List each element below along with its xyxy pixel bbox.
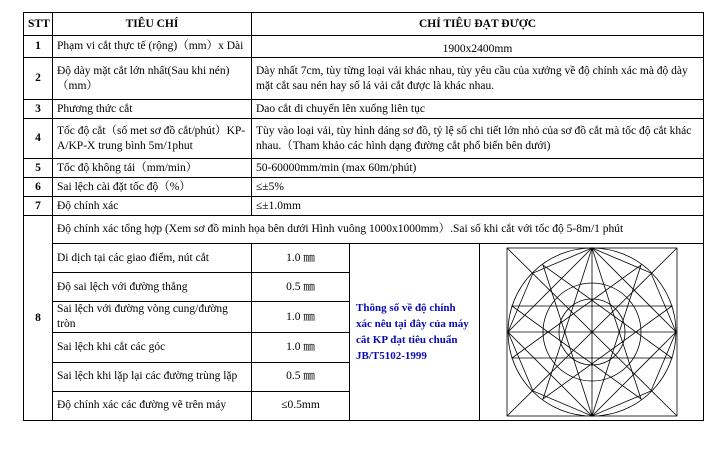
accuracy-label: Sai lệch khi cắt các góc — [53, 333, 252, 362]
row-number: 1 — [24, 36, 53, 58]
row-number: 6 — [24, 178, 53, 197]
accuracy-label: Sai lệch khi lặp lại các đường trùng lặp — [53, 362, 252, 391]
test-pattern-figure — [480, 244, 704, 420]
table-row — [24, 100, 704, 119]
header-target: CHỈ TIÊU ĐẠT ĐƯỢC — [252, 13, 704, 36]
table-row — [24, 216, 704, 244]
row-criteria: Độ chính xác — [53, 197, 252, 216]
row-criteria: Phương thức cắt — [53, 100, 252, 119]
spec-table — [23, 12, 704, 421]
table-row — [24, 119, 704, 159]
accuracy-value: 1.0 ㎜ — [252, 302, 350, 333]
header-criteria: TIÊU CHÍ — [53, 13, 252, 36]
row-value: 50-60000mm/min (max 60m/phút) — [252, 159, 704, 178]
accuracy-label: Độ chính xác các đường vẽ trên máy — [53, 391, 252, 420]
row-value: ≤±1.0mm — [252, 197, 704, 216]
accuracy-figure-cell — [480, 244, 704, 421]
row-number: 5 — [24, 159, 53, 178]
row-number: 2 — [24, 58, 53, 100]
accuracy-label: Sai lệch với đường vòng cung/đường tròn — [53, 302, 252, 333]
row-criteria: Độ dày mặt cắt lớn nhất(Sau khi nén)（mm） — [53, 58, 252, 100]
accuracy-value: 1.0 ㎜ — [252, 333, 350, 362]
table-row — [24, 58, 704, 100]
accuracy-label: Độ sai lệch với đường thẳng — [53, 273, 252, 302]
row-number: 7 — [24, 197, 53, 216]
table-row — [24, 178, 704, 197]
accuracy-value: 0.5 ㎜ — [252, 273, 350, 302]
table-row — [24, 197, 704, 216]
row-value: 1900x2400mm — [252, 36, 704, 58]
row-number: 3 — [24, 100, 53, 119]
row-number: 8 — [24, 216, 53, 421]
standard-note: Thông số về độ chính xác nêu tại đây của máy cắt KP đạt tiêu chuẩn JB/T5102-1999 — [350, 244, 480, 421]
header-stt: STT — [24, 13, 53, 36]
row-value: Dao cắt di chuyển lên xuống liên tục — [252, 100, 704, 119]
row-criteria: Tốc độ cắt（số met sơ đồ cắt/phút）KP-A/KP-X trung bình 5m/1phut — [53, 119, 252, 159]
row-value: Dày nhất 7cm, tùy từng loại vải khác nhau, tùy yêu cầu của xưởng về độ chính xác mà độ dày mặt cắt sau nén hay số lá vải cắt được là khác nhau. — [252, 58, 704, 100]
row-value: Tùy vào loại vải, tùy hình dáng sơ đồ, tỷ lệ số chi tiết lớn nhỏ của sơ đồ cắt mà tốc độ cắt khác nhau.（Tham khảo các hình dạng đường cắt phổ biến bên dưới) — [252, 119, 704, 159]
table-row — [24, 36, 704, 58]
row-criteria: Sai lệch cài đặt tốc độ（%） — [53, 178, 252, 197]
accuracy-summary: Độ chính xác tổng hợp (Xem sơ đồ minh họa bên dưới Hình vuông 1000x1000mm）.Sai số khi cắt với tốc độ 5-8m/1 phút — [53, 216, 704, 244]
accuracy-value: 0.5 ㎜ — [252, 362, 350, 391]
table-row — [24, 159, 704, 178]
row-value: ≤±5% — [252, 178, 704, 197]
accuracy-value: 1.0 ㎜ — [252, 244, 350, 273]
row-criteria: Tốc độ không tải（mm/min） — [53, 159, 252, 178]
spec-table-container — [23, 12, 703, 438]
header-row — [24, 13, 704, 36]
accuracy-label: Di dịch tại các giao điểm, nút cắt — [53, 244, 252, 273]
accuracy-value: ≤0.5mm — [252, 391, 350, 420]
row-number: 4 — [24, 119, 53, 159]
accuracy-row — [24, 244, 704, 273]
row-criteria: Phạm vi cắt thực tế (rộng)（mm）x Dài — [53, 36, 252, 58]
